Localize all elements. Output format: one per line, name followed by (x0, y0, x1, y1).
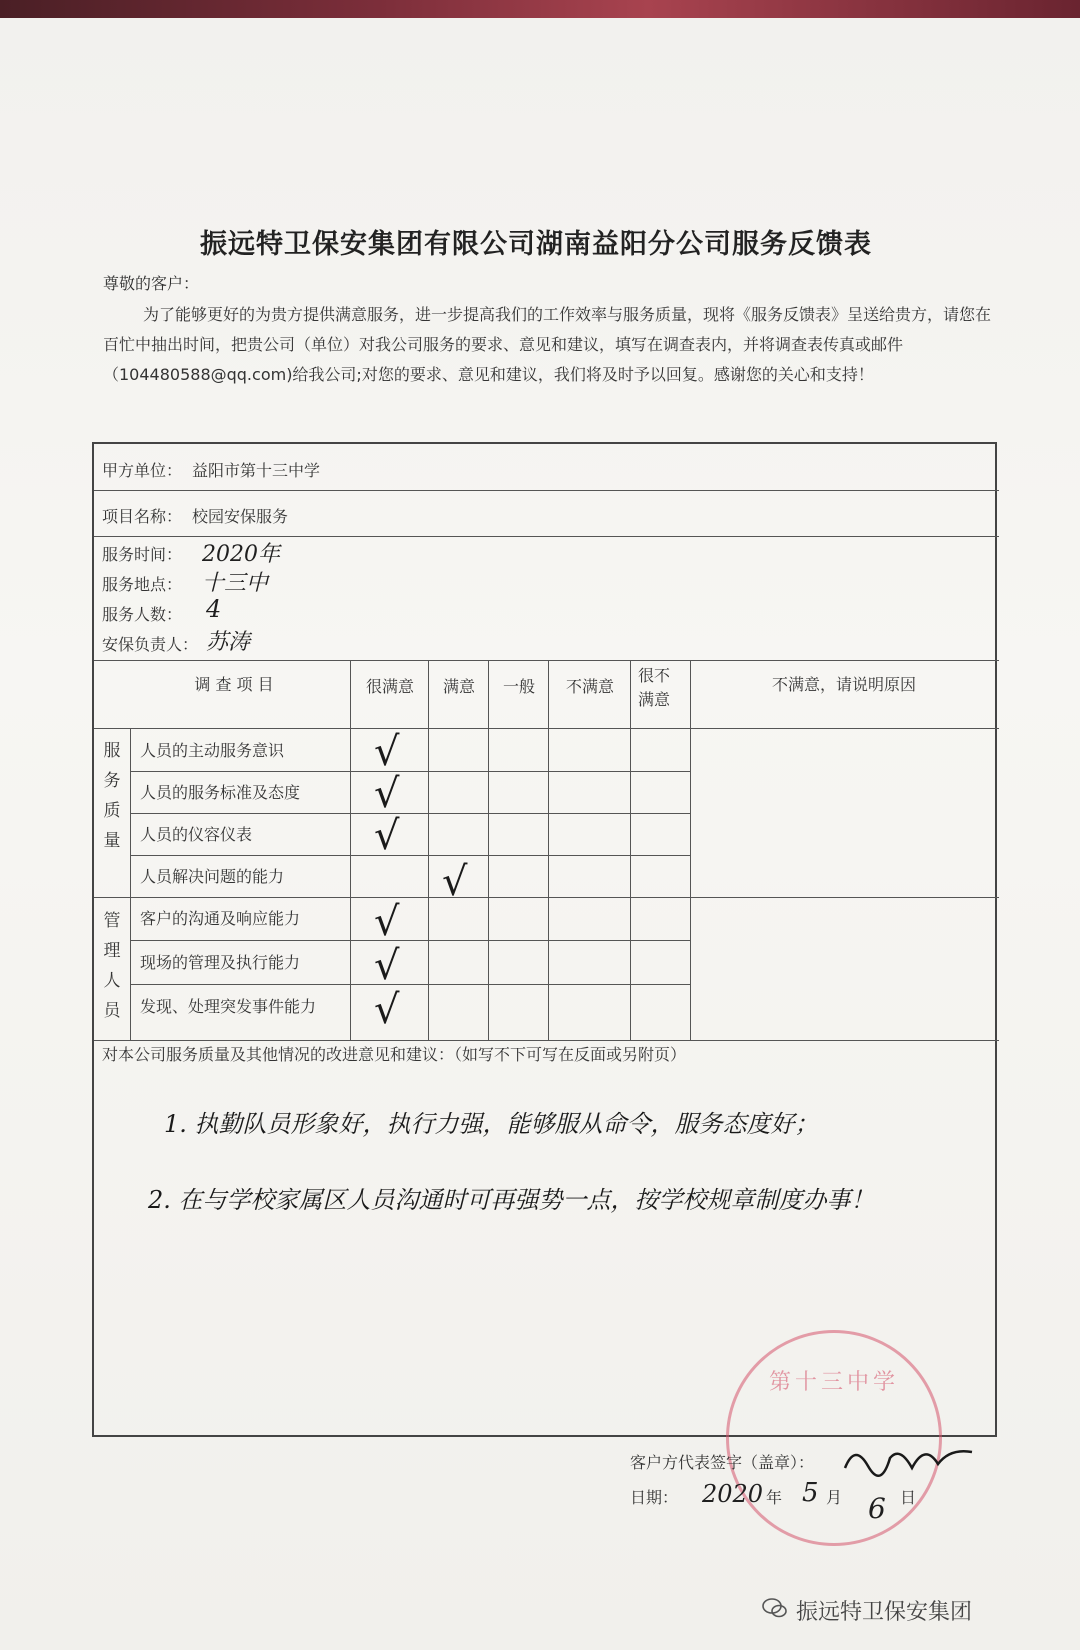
divider (94, 490, 999, 491)
photo-top-edge (0, 0, 1080, 18)
comments-title: 对本公司服务质量及其他情况的改进意见和建议：（如写不下可写在反面或另附页） (102, 1045, 687, 1064)
divider (94, 660, 999, 661)
date-day-unit: 日 (900, 1488, 917, 1507)
item-label: 现场的管理及执行能力 (140, 953, 301, 972)
grid-line (428, 660, 429, 1040)
item-label: 人员的服务标准及态度 (140, 783, 301, 802)
date-month: 5 (802, 1478, 819, 1508)
party-a-label: 甲方单位： (102, 461, 183, 480)
item-label: 人员的仪容仪表 (140, 825, 253, 844)
divider (94, 728, 999, 729)
check-mark: √ (374, 899, 400, 945)
divider (130, 771, 690, 772)
col-satisfied: 满意 (442, 677, 475, 696)
category-char: 员 (103, 1001, 121, 1021)
grid-line (548, 660, 549, 1040)
grid-line (130, 728, 131, 1040)
check-mark: √ (374, 813, 400, 859)
grid-line (350, 660, 351, 1040)
col-very-satisfied: 很满意 (365, 677, 414, 696)
divider (130, 940, 690, 941)
grid-line (690, 660, 691, 1040)
date-label: 日期： (630, 1488, 679, 1507)
comment-line-1: 1. 执勤队员形象好，执行力强，能够服从命令，服务态度好； (164, 1110, 819, 1138)
category-char: 质 (103, 801, 121, 821)
category-char: 量 (103, 831, 121, 851)
date-month-unit: 月 (826, 1488, 843, 1507)
date-year: 2020 (702, 1480, 764, 1508)
check-mark: √ (374, 771, 400, 817)
col-very-unsatisfied: 很不满意 (637, 666, 670, 709)
stamp-text: 第十三中学 (768, 1370, 899, 1395)
header-item: 调 查 项 目 (194, 675, 274, 694)
leader-label: 安保负责人： (102, 635, 199, 654)
divider (94, 897, 999, 898)
divider (94, 1040, 999, 1041)
col-average: 一般 (502, 677, 535, 696)
count-value: 4 (206, 595, 222, 623)
check-mark: √ (374, 943, 400, 989)
project-value: 校园安保服务 (192, 507, 289, 526)
check-mark: √ (374, 729, 400, 775)
category-char: 管 (103, 911, 121, 931)
greeting: 尊敬的客户： (103, 274, 200, 293)
divider (130, 813, 690, 814)
item-label: 人员解决问题的能力 (140, 867, 285, 886)
time-value: 2020年 (202, 542, 280, 567)
handwritten-signature (840, 1438, 980, 1486)
leader-value: 苏涛 (206, 630, 251, 655)
intro-paragraph: 为了能够更好的为贵方提供满意服务，进一步提高我们的工作效率与服务质量，现将《服务反馈表》呈送给贵方，请您在百忙中抽出时间，把贵公司（单位）对我公司服务的要求、意见和建议，填写在调查表内，并将调查表传真或邮件（104480588@qq.com)给我公司;对您的要求、意见和建议，我们将及时予以回复。感谢您的关心和支持！ (103, 305, 992, 384)
project-label: 项目名称： (102, 507, 183, 526)
category-char: 理 (103, 941, 121, 961)
category-char: 人 (103, 971, 121, 991)
count-label: 服务人数： (102, 605, 183, 624)
grid-line (488, 660, 489, 1040)
check-mark: √ (442, 859, 468, 905)
place-value: 十三中 (202, 571, 269, 596)
item-label: 人员的主动服务意识 (140, 741, 285, 760)
comment-line-2: 2. 在与学校家属区人员沟通时可再强势一点，按学校规章制度办事！ (148, 1186, 875, 1214)
date-day: 6 (868, 1492, 886, 1525)
date-year-unit: 年 (766, 1488, 783, 1507)
signature-scribble (840, 1438, 980, 1478)
category-char: 服 (103, 741, 121, 761)
col-reason: 不满意，请说明原因 (771, 675, 916, 694)
item-label: 发现、处理突发事件能力 (140, 997, 317, 1016)
item-label: 客户的沟通及响应能力 (140, 909, 301, 928)
watermark-text: 振远特卫保安集团 (796, 1600, 973, 1625)
category-char: 务 (103, 771, 121, 791)
grid-line (630, 660, 631, 1040)
check-mark: √ (374, 987, 400, 1033)
divider (130, 855, 690, 856)
rep-signature-label: 客户方代表签字（盖章）： (630, 1453, 815, 1472)
survey-form (92, 442, 997, 1437)
divider (130, 984, 690, 985)
col-unsatisfied: 不满意 (565, 677, 614, 696)
place-label: 服务地点： (102, 575, 183, 594)
form-title: 振远特卫保安集团有限公司湖南益阳分公司服务反馈表 (200, 229, 872, 260)
wechat-icon (762, 1597, 788, 1619)
party-a-value: 益阳市第十三中学 (192, 461, 321, 480)
time-label: 服务时间： (102, 545, 183, 564)
